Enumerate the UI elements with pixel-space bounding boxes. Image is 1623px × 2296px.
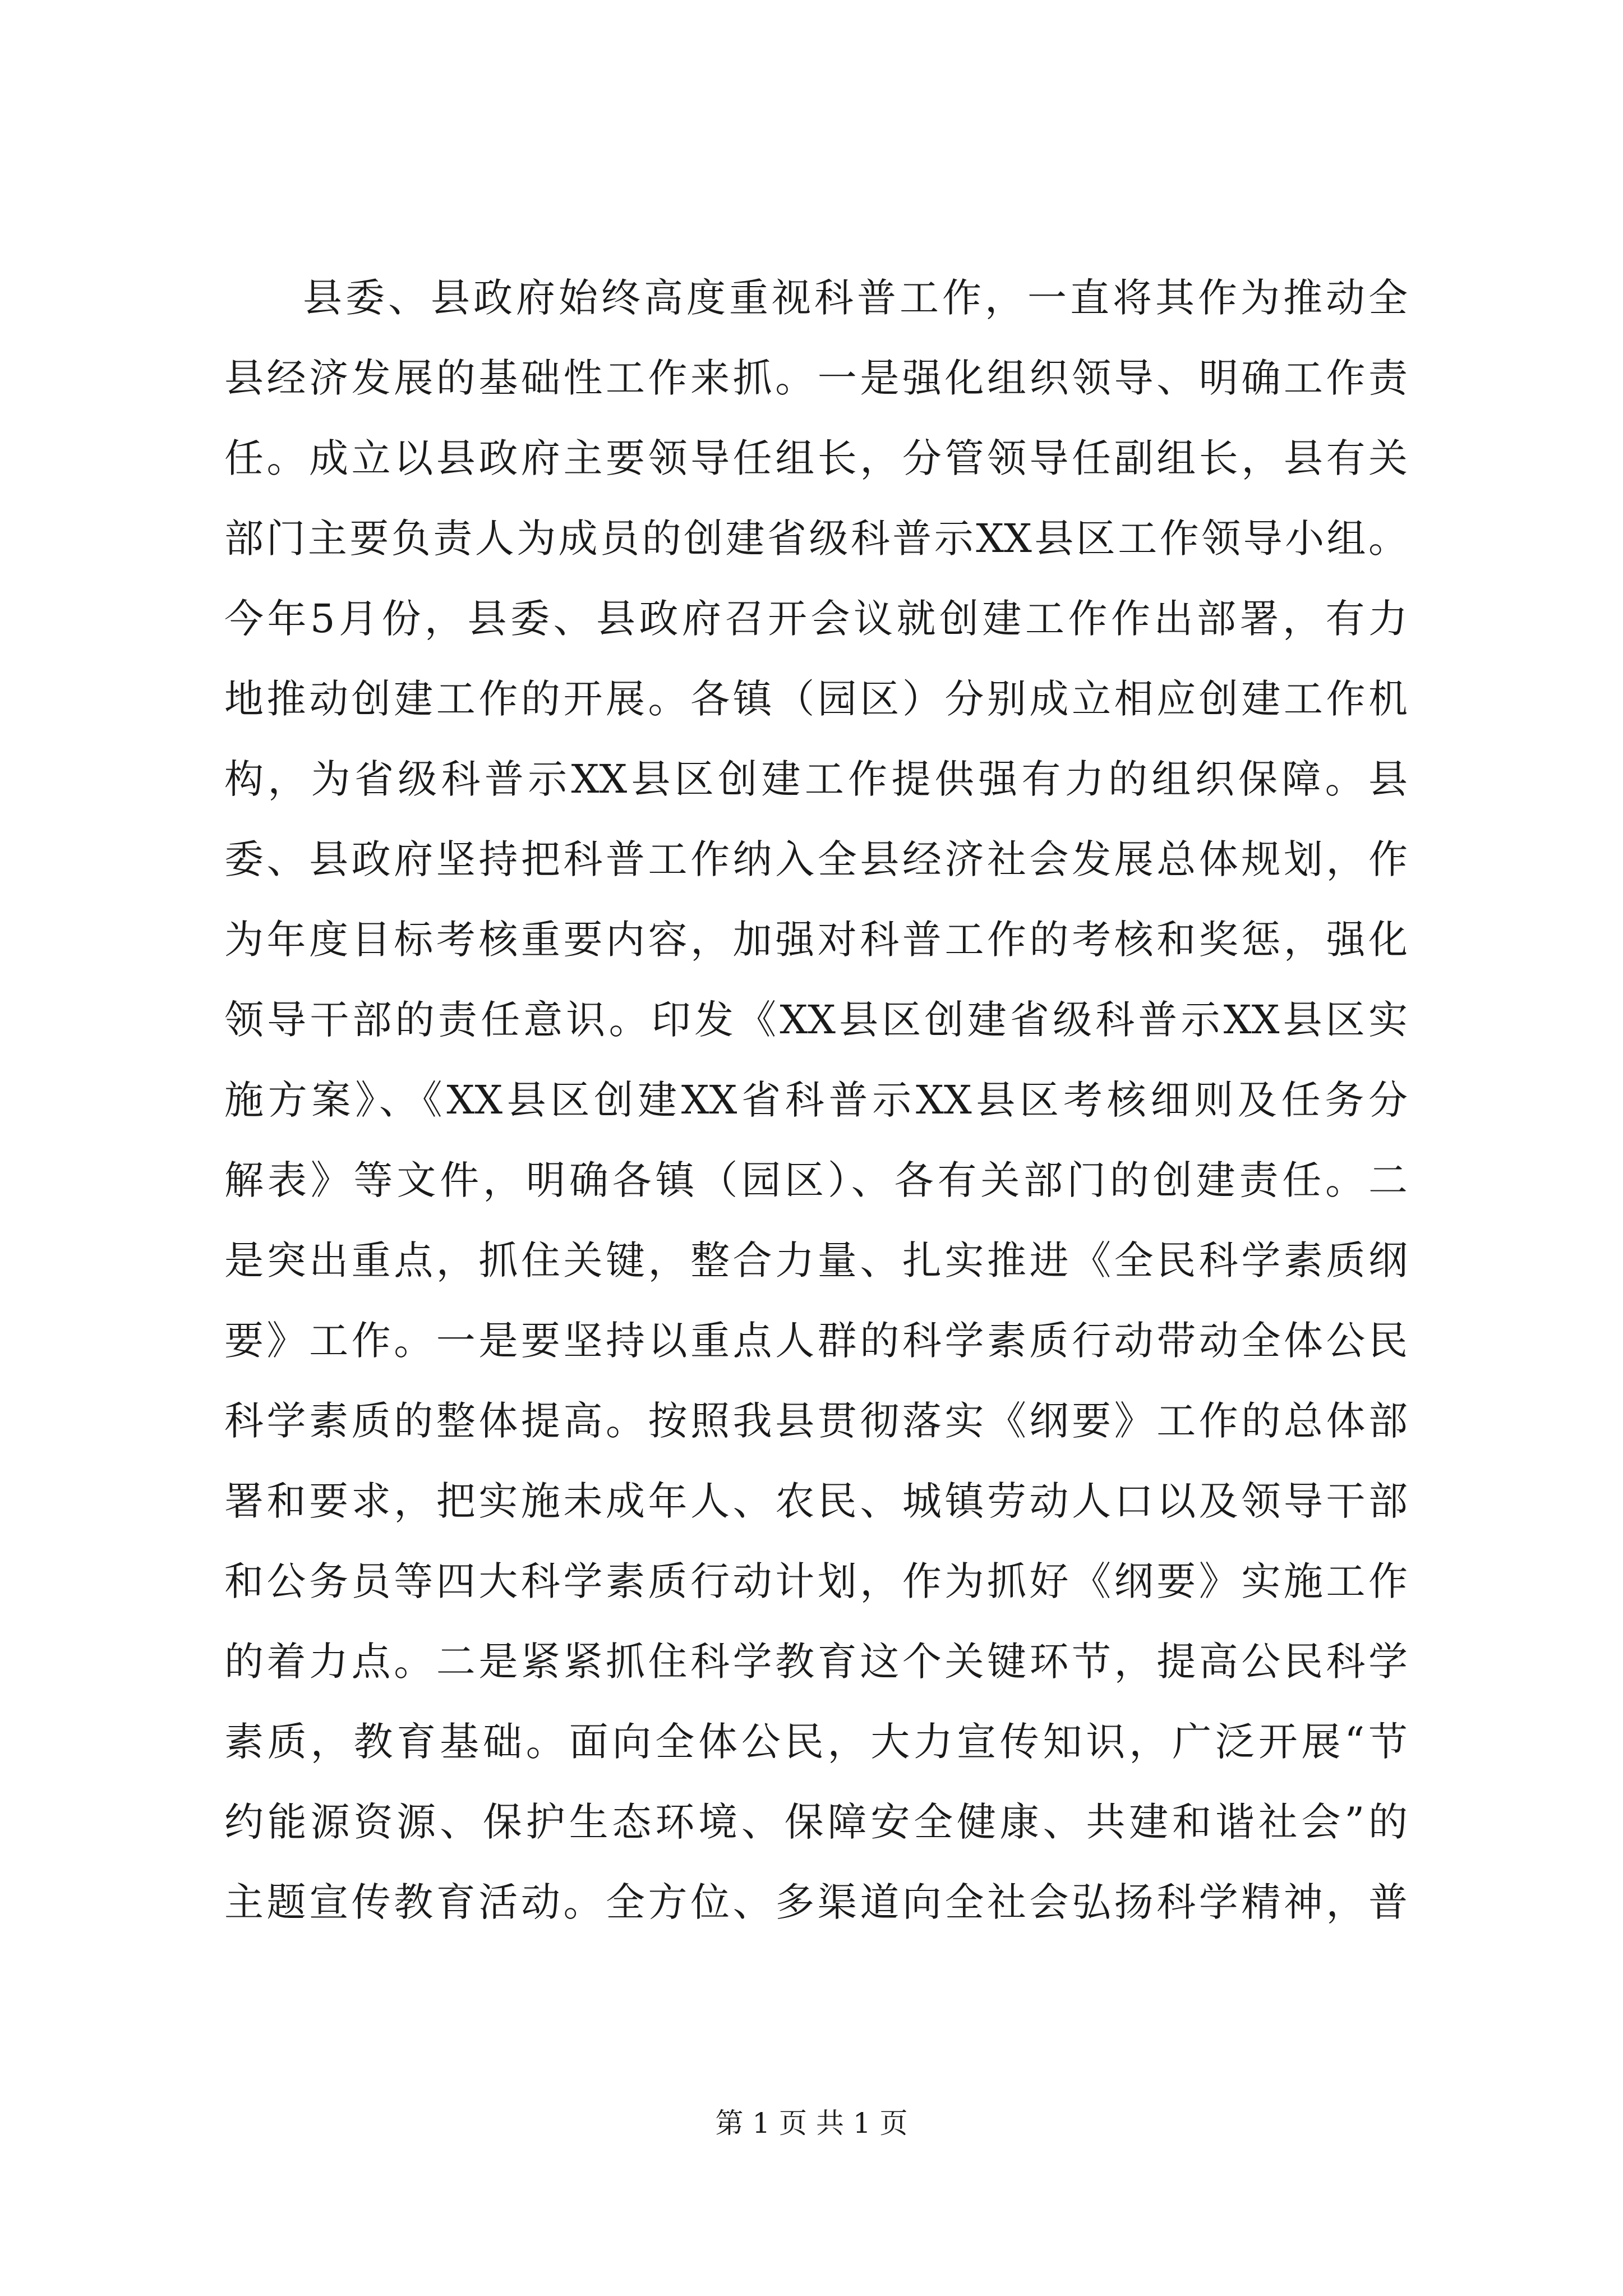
paragraph-line: 今年5月份，县委、县政府召开会议就创建工作作出部署，有力	[224, 596, 1408, 642]
paragraph-line: 素质，教育基础。面向全体公民，大力宣传知识，广泛开展“节	[224, 1719, 1408, 1765]
body-paragraph	[224, 258, 1408, 1943]
paragraph-line: 部门主要负责人为成员的创建省级科普示XX县区工作领导小组。	[224, 516, 1408, 562]
paragraph-line: 地推动创建工作的开展。各镇（园区）分别成立相应创建工作机	[224, 676, 1408, 722]
paragraph-line: 约能源资源、保护生态环境、保障安全健康、共建和谐社会”的	[224, 1799, 1408, 1845]
paragraph-line: 是突出重点，抓住关键，整合力量、扎实推进《全民科学素质纲	[224, 1237, 1408, 1283]
paragraph-line: 任。成立以县政府主要领导任组长，分管领导任副组长，县有关	[224, 435, 1408, 481]
paragraph-line: 构，为省级科普示XX县区创建工作提供强有力的组织保障。县	[224, 756, 1408, 802]
paragraph-line: 署和要求，把实施未成年人、农民、城镇劳动人口以及领导干部	[224, 1478, 1408, 1524]
paragraph-line: 的着力点。二是紧紧抓住科学教育这个关键环节，提高公民科学	[224, 1639, 1408, 1685]
paragraph-line: 解表》等文件，明确各镇（园区）、各有关部门的创建责任。二	[224, 1157, 1408, 1203]
paragraph-line: 施方案》、《XX县区创建XX省科普示XX县区考核细则及任务分	[224, 1077, 1408, 1123]
paragraph-line: 科学素质的整体提高。按照我县贯彻落实《纲要》工作的总体部	[224, 1398, 1408, 1444]
paragraph-line: 领导干部的责任意识。印发《XX县区创建省级科普示XX县区实	[224, 997, 1408, 1043]
paragraph-line: 委、县政府坚持把科普工作纳入全县经济社会发展总体规划，作	[224, 836, 1408, 882]
paragraph-line: 为年度目标考核重要内容，加强对科普工作的考核和奖惩，强化	[224, 917, 1408, 963]
paragraph-line: 县委、县政府始终高度重视科普工作，一直将其作为推动全	[303, 275, 1408, 321]
paragraph-line: 县经济发展的基础性工作来抓。一是强化组织领导、明确工作责	[224, 355, 1408, 401]
page-number-footer: 第 1 页 共 1 页	[715, 2107, 908, 2139]
paragraph-line: 要》工作。一是要坚持以重点人群的科学素质行动带动全体公民	[224, 1318, 1408, 1364]
paragraph-line: 主题宣传教育活动。全方位、多渠道向全社会弘扬科学精神，普	[224, 1879, 1408, 1925]
paragraph-line: 和公务员等四大科学素质行动计划，作为抓好《纲要》实施工作	[224, 1558, 1408, 1604]
